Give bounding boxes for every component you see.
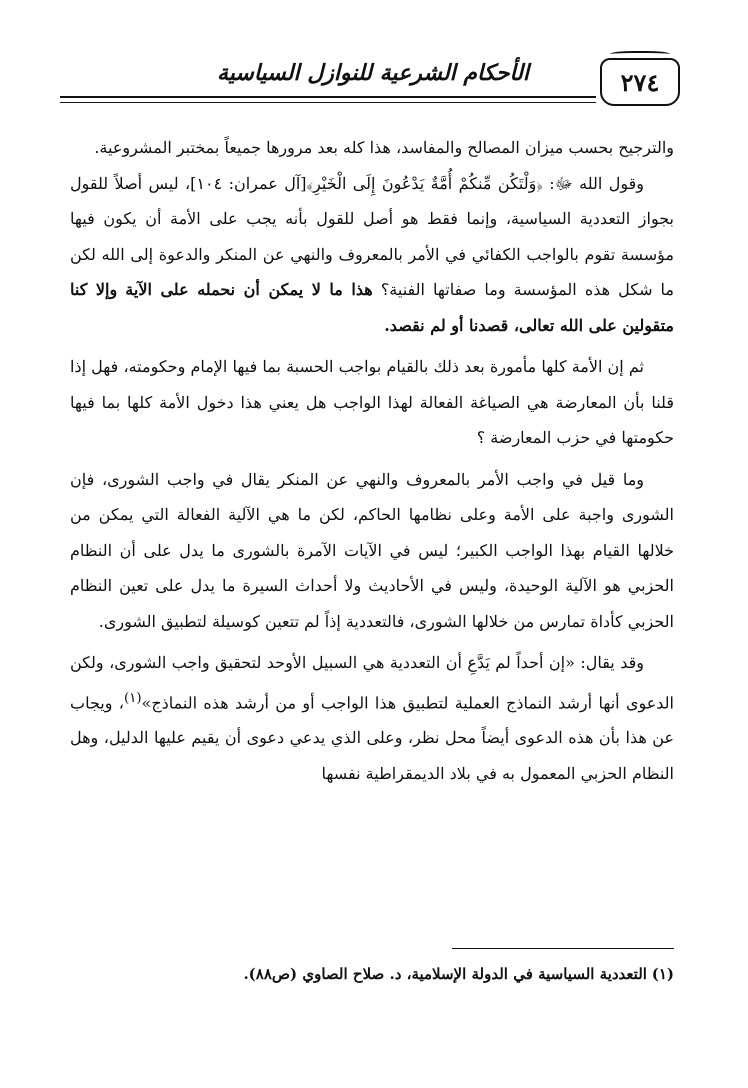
paragraph bbox=[70, 166, 674, 344]
header-rule-thin bbox=[60, 102, 596, 103]
page-number-badge bbox=[600, 58, 680, 106]
footnote-reference[interactable]: (١) bbox=[123, 690, 142, 706]
paragraph-text: والترجيح بحسب ميزان المصالح والمفاسد، هذا كله بعد مرورها جميعاً بمختبر المشروعية. bbox=[94, 138, 674, 157]
page-header bbox=[60, 54, 680, 110]
footnote-number: (١) bbox=[651, 965, 674, 983]
body-text bbox=[70, 130, 674, 791]
header-rule bbox=[60, 96, 596, 98]
paragraph-text: وقد يقال: «إن أحداً لم يَدَّعِ أن التعددية هي السبيل الأوحد لتحقيق واجب الشورى، ولكن الدعوى أنها أرشد النماذج العملية لتطبيق هذا الواجب أو من أرشد هذه النماذج» bbox=[70, 653, 674, 712]
paragraph bbox=[70, 349, 674, 456]
paragraph-bold-text: وإلا كنا متقولين على الله تعالى، قصدنا أو لم نقصد. bbox=[70, 280, 674, 335]
paragraph-text: ، ويجاب عن هذا بأن هذه الدعوى أيضاً محل نظر، وعلى الذي يدعي دعوى أن يقيم عليها الدليل، وهل النظام الحزبي المعمول به في بلاد الديمقراطية نفسها bbox=[70, 692, 674, 783]
paragraph-text: وما قيل في واجب الأمر بالمعروف والنهي عن المنكر يقال في واجب الشورى، bbox=[101, 469, 644, 489]
paragraph bbox=[70, 645, 674, 791]
paragraph bbox=[70, 130, 674, 166]
page-number: ٢٧٤ bbox=[620, 67, 660, 97]
footnote bbox=[70, 962, 674, 986]
paragraph-bold-text: هذا ما لا يمكن أن نحمله على الآية bbox=[125, 280, 373, 299]
paragraph-text: ثم إن الأمة كلها مأمورة بعد ذلك بالقيام بواجب الحسبة بما فيها الإمام وحكومته، فهل إذا قلنا بأن المعارضة هي الصياغة الفعالة لهذا الواجب هل يعني هذا دخول الأمة كلها بما فيها حكومتها في حزب المعارضة ؟ bbox=[70, 357, 675, 447]
footnote-separator bbox=[452, 948, 674, 949]
running-title: الأحكام الشرعية للنوازل السياسية bbox=[216, 60, 530, 86]
footnote-text: التعددية السياسية في الدولة الإسلامية، د. صلاح الصاوي (ص٨٨). bbox=[243, 965, 647, 983]
paragraph-text: وقول الله ﷻ: ﴿وَلْتَكُن مِّنكُمْ أُمَّةٌ يَدْعُونَ إِلَى الْخَيْرِ﴾[آل عمران: ١٠٤]، ليس أصلاً للقول بجواز التعددية السياسية، وإنما فقط هو أصل للقول بأنه يجب على الأمة أن يكون فيها مؤسسة تقوم بالواجب الكفائي في الأمر بالمعروف والنهي عن المنكر والدعوة إلى الله لكن ما شكل هذه المؤسسة وما صفاتها الفنية؟ bbox=[70, 173, 675, 299]
paragraph bbox=[70, 462, 674, 640]
paragraph-text: فإن الشورى واجبة على الأمة وعلى نظامها الحاكم، لكن ما هي الآلية الفعالة التي يمكن من خلالها القيام بهذا الواجب الكبير؛ ليس في الآيات الآمرة بالشورى ما يدل على أن النظام الحزبي هو الآلية الوحيدة، وليس في الأحاديث ولا أحداث السيرة ما يدل على تعين النظام الحزبي كأداة تمارس من خلالها الشورى، فالتعددية إذاً لم تتعين كوسيلة لتطبيق الشورى. bbox=[70, 469, 674, 631]
